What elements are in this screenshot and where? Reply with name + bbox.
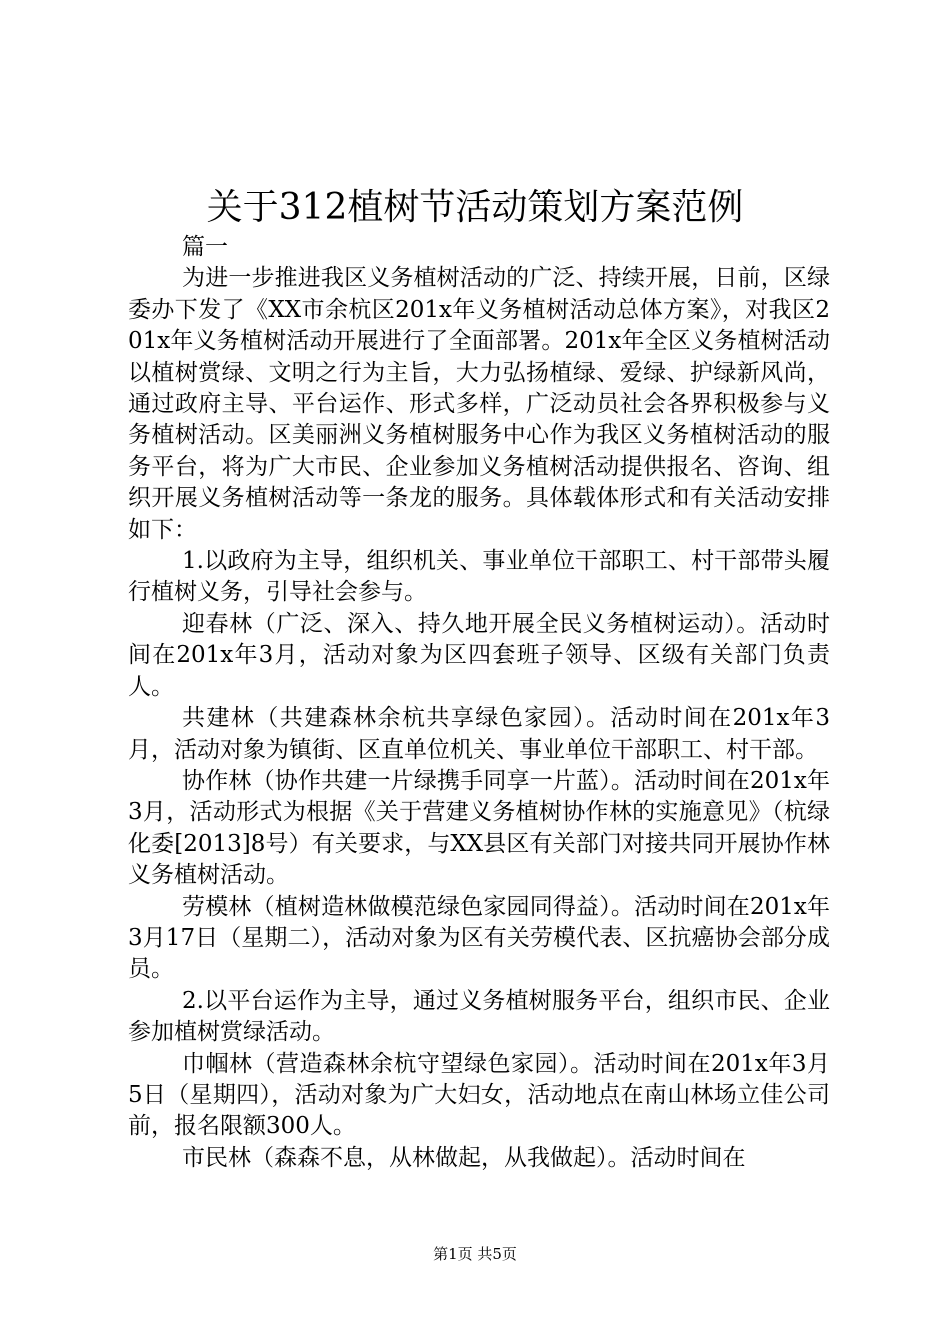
document-body bbox=[128, 232, 830, 1174]
paragraph-item-2: 2.以平台运作为主导，通过义务植树服务平台，组织市民、企业参加植树赏绿活动。 bbox=[128, 987, 830, 1046]
paragraph-jinguolin: 巾帼林（营造森林余杭守望绿色家园）。活动时间在201x年3月5日（星期四），活动对象为广大妇女，活动地点在南山林场立佳公司前，报名限额300人。 bbox=[128, 1050, 830, 1140]
paragraph-laomolin: 劳模林（植树造林做模范绿色家园同得益）。活动时间在201x年3月17日（星期二），活动对象为区有关劳模代表、区抗癌协会部分成员。 bbox=[128, 893, 830, 983]
paragraph-yingchunlin: 迎春林（广泛、深入、持久地开展全民义务植树运动）。活动时间在201x年3月，活动对象为区四套班子领导、区级有关部门负责人。 bbox=[128, 610, 830, 700]
page-title: 关于312植树节活动策划方案范例 bbox=[206, 187, 744, 228]
paragraph-gongjianlin: 共建林（共建森林余杭共享绿色家园）。活动时间在201x年3月，活动对象为镇街、区直单位机关、事业单位干部职工、村干部。 bbox=[128, 705, 830, 763]
page-footer: 第1页 共5页 bbox=[433, 1245, 517, 1263]
paragraph-section-label: 篇一 bbox=[182, 234, 229, 260]
paragraph-xiezuolin: 协作林（协作共建一片绿携手同享一片蓝）。活动时间在201x年3月，活动形式为根据《关于营建义务植树协作林的实施意见》（杭绿化委[2013]8号）有关要求，与XX县区有关部门对接共同开展协作林义务植树活动。 bbox=[128, 767, 830, 889]
paragraph-intro: 为进一步推进我区义务植树活动的广泛、持续开展，日前，区绿委办下发了《XX市余杭区201x年义务植树活动总体方案》，对我区201x年义务植树活动开展进行了全面部署。201x年全区义务植树活动以植树赏绿、文明之行为主旨，大力弘扬植绿、爱绿、护绿新风尚，通过政府主导、平台运作、形式多样，广泛动员社会各界积极参与义务植树活动。区美丽洲义务植树服务中心作为我区义务植树活动的服务平台，将为广大市民、企业参加义务植树活动提供报名、咨询、组织开展义务植树活动等一条龙的服务。具体载体形式和有关活动安排如下： bbox=[128, 265, 830, 543]
paragraph-item-1: 1.以政府为主导，组织机关、事业单位干部职工、村干部带头履行植树义务，引导社会参与。 bbox=[128, 548, 830, 606]
paragraph-shiminlin: 市民林（森森不息，从林做起，从我做起）。活动时间在 bbox=[182, 1144, 746, 1171]
